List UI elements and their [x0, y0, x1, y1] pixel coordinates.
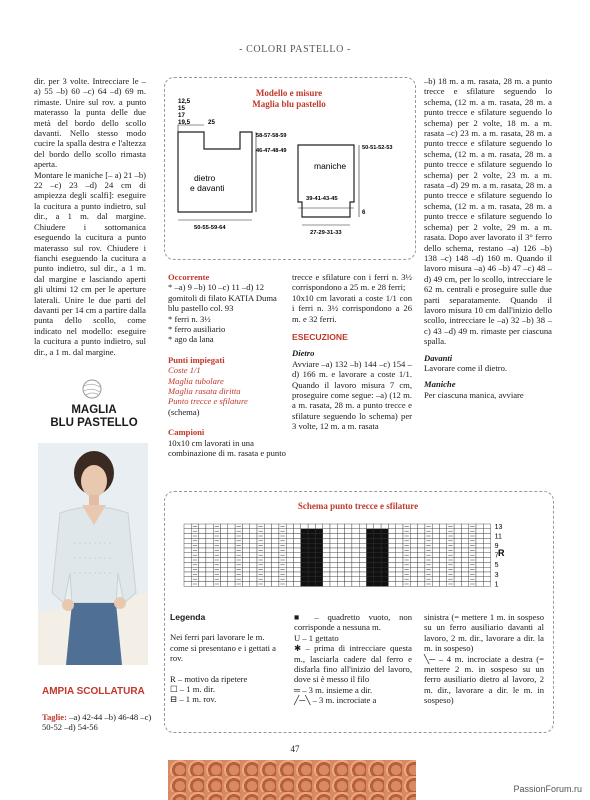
legend-intro: Nei ferri pari lavorare le m. come si presentano e i gettati a rov.: [170, 632, 276, 664]
yarn-ball-icon: [80, 378, 104, 400]
legend-item-purl: ⊟ – 1 m. rov.: [170, 694, 217, 705]
materials-column: [168, 272, 286, 459]
occorrente-item-3: * ferro ausiliario: [168, 324, 226, 335]
sleeve-measure-bottom: 27-29-31-33: [310, 230, 342, 236]
legend-item-repeat: R – motivo da ripetere: [170, 673, 248, 684]
knit-texture-strip: [168, 760, 416, 800]
caption-block: [42, 686, 152, 733]
watermark: PassionForum.ru: [513, 784, 582, 794]
stitch-chart-grid: [184, 524, 491, 586]
label-sleeve: maniche: [314, 161, 347, 171]
row-number: 11: [494, 533, 502, 541]
row-number: 3: [494, 571, 499, 579]
stitch-4: Punto trecce e sfilature: [168, 396, 248, 407]
measure-left-3: 17: [178, 112, 185, 119]
row-number: 1: [494, 581, 499, 589]
esecuzione-heading: ESECUZIONE: [292, 332, 348, 343]
measure-bottom: 50-55-59-64: [194, 225, 226, 231]
measure-left-2: 15: [178, 105, 185, 112]
stitch-3: Maglia rasata diritta: [168, 386, 241, 397]
diagram-title-line-1: Modello e misure: [255, 88, 323, 98]
diagram-title-line-2: Maglia blu pastello: [252, 99, 326, 109]
campioni-text: 10x10 cm lavorati in una combinazione di m. rasata e punto: [168, 437, 286, 459]
legend-column-3: [424, 612, 544, 706]
legend-title: Legenda: [170, 612, 206, 622]
measure-left-4: 19,5: [178, 119, 191, 126]
legend-column-1: [170, 612, 280, 705]
sleeve-measure-inner: 39-41-43-45: [306, 196, 338, 202]
legend-item-knit: ☐ – 1 m. dir.: [170, 684, 215, 695]
stitch-5: (schema): [168, 406, 200, 417]
occorrente-item-1: * –a) 9 –b) 10 –c) 11 –d) 12 gomitoli di filato KATIA Duma blu pastello col. 93: [168, 282, 277, 314]
stitch-2: Maglia tubolare: [168, 375, 224, 386]
sizes-text: –a) 42-44 –b) 46-48 –c) 50-52 –d) 54-56: [42, 712, 152, 733]
occorrente-item-2: * ferri n. 3½: [168, 313, 211, 324]
campioni-heading: Campioni: [168, 427, 205, 438]
label-front: e davanti: [190, 183, 225, 193]
legend-column-2: [294, 612, 412, 706]
column-4: [424, 76, 552, 400]
left-paragraph-1: dir. per 3 volte. Intrecciare le –a) 55 –b) 60 –c) 64 –d) 69 m. rimaste. Unire sul rov. a punto materasso la punta delle due metà del bordo dello scollo davanti. Nello stesso modo cucire la spalla destra e l'altezza del bordo dello scollo rimasta aperta.: [34, 76, 146, 170]
maniche-heading: Maniche: [424, 379, 456, 390]
sizes-label: Taglie:: [42, 712, 67, 722]
measurements-diagram: [164, 77, 414, 258]
sizes-info: [42, 712, 152, 733]
left-column: [34, 76, 146, 357]
column-3: [292, 272, 412, 432]
schema-title: Schema punto trecce e sfilature: [297, 501, 419, 511]
row-number: 5: [494, 562, 499, 570]
measure-left-1: 12,5: [178, 98, 191, 105]
occorrente-heading: Occorrente: [168, 272, 210, 282]
running-header: - COLORI PASTELLO -: [239, 44, 351, 55]
dietro-heading: Dietro: [292, 348, 315, 359]
davanti-heading: Davanti: [424, 352, 453, 363]
label-back: dietro: [194, 173, 216, 183]
row-number: 7: [494, 552, 499, 560]
occorrente-item-4: * ago da lana: [168, 334, 214, 345]
article-title-line-2: BLU PASTELLO: [50, 417, 138, 429]
row-number: 13: [494, 523, 503, 531]
punti-heading: Punti impiegati: [168, 354, 225, 365]
legend-item-cross-left: ╱─╲ – 3 m. incrociate a: [294, 695, 377, 706]
measure-top: 25: [208, 119, 215, 126]
caption-title: AMPIA SCOLLATURA: [42, 686, 145, 697]
legend-item-yarnover: U – 1 gettato: [294, 632, 339, 643]
stitch-chart: [180, 520, 520, 592]
sleeve-measure-right: 50-51-52-53: [362, 145, 393, 151]
measure-right-1: 58-57-58-59: [256, 133, 287, 139]
left-paragraph-2: Montare le maniche [– a) 21 –b) 22 –c) 23 –d) 24 cm di ampiezza degli scalfi]: eseguire la cucitura a punto indietro, sul dir., a 1 m. dal margine. Chiudere i sottomanica eseguendo la cucitura a punto materasso sul rov. Chiudere i fianchi eseguendo la cucitura a punto indietro, sul dir., a 1 m. dal margine e lasciando aperti gli ultimi 12 cm per le aperture laterali. Unire le due parti del davanti per 14 cm a partire dalla punta dello scollo, come indicato nel modello: eseguire la cucitura a punto indietro, sul dir., a 1 m. dal margine.: [34, 169, 146, 357]
legend-item-empty: ■ – quadretto vuoto, non corrisponde a nessuna m.: [294, 612, 412, 633]
row-number: 9: [494, 543, 499, 550]
article-title: [34, 404, 154, 430]
sleeve-measure-six: 6: [362, 210, 366, 216]
legend-item-cross-left-desc: sinistra (= mettere 1 m. in sospeso su un ferro ausiliario davanti al lavoro, 2 m. dir., lavorare a dir. la m. in sospeso): [424, 612, 544, 654]
legend-item-k3tog: ═ – 3 m. insieme a dir.: [294, 684, 373, 695]
stitch-1: Coste 1/1: [168, 365, 201, 376]
col3-text-3: Avviare –a) 132 –b) 144 –c) 154 –d) 166 m. e lavorare a coste 1/1. Quando il lavoro misura 7 cm, proseguire come segue: –a) (12 m. a m. rasata, 28 m. a punto trecce e sfilature seguendo lo schema) per 3 volte, 12 m. a m. rasata: [292, 358, 412, 432]
legend-item-drop: ✱ – prima di intrecciare questa m., lasciarla cadere dal ferro e disfarla fino all'inizio del lavoro, dove si è messo il filo: [294, 643, 412, 685]
col4-text-1: –b) 18 m. a m. rasata, 28 m. a punto trecce e sfilature seguendo lo schema, (12 m. a m. rasata, 28 m. a punto trecce e sfilature seguendo lo schema) per 2 volte, 18 m. a m. rasata –c) 23 m. a m. rasata, 28 m. a punto trecce e sfilature seguendo lo schema, (12 m. a m. rasata, 28 m. a punto trecce e sfilature seguendo lo schema) per 2 volte, 23 m. a m. rasata –d) 29 m. a m. rasata, 28 m. a punto trecce e sfilature seguendo lo schema, (12 m. a m. rasata, 28 m. a punto trecce e sfilature seguendo lo schema) per 2 volte, 29 m. a m. rasata. Dopo aver lavorato il 3° ferro dello schema, restano –a) 126 –b) 138 –c) 148 –d) 160 m. Quando il lavoro misura –a) 46 –b) 47 –c) 48 –d) 49 cm, per lo scollo, intrecciare le 62 m. centrali e proseguire sulle due parti separatamente. Quando il lavoro misura 10 cm dall'inizio dello scollo, intrecciare le –a) 32 –b) 38 –c) 43 –d) 49 m. rimaste per ciascuna spalla.: [424, 76, 552, 347]
measure-right-2: 46-47-48-49: [256, 148, 287, 154]
article-title-line-1: MAGLIA: [71, 404, 117, 416]
repeat-label: R: [498, 548, 505, 558]
legend-item-cross-right: ╲─ – 4 m. incrociate a destra (= mettere 2 m. in sospeso su un ferro ausiliario dietro al lavoro, 2 m. dir., lavorare a dir. le m. in sospeso): [424, 653, 544, 706]
col4-text-2: Lavorare come il dietro.: [424, 362, 508, 373]
col3-text-2: 10x10 cm lavorati a coste 1/1 con i ferri n. 3½ corrispondono a 26 m. e 32 ferri.: [292, 292, 412, 324]
page-number: 47: [290, 744, 300, 754]
col3-text-1: trecce e sfilature con i ferri n. 3½ corrispondono a 25 m. e 28 ferri;: [292, 272, 412, 293]
col4-text-3: Per ciascuna manica, avviare: [424, 389, 524, 400]
model-photo: [38, 443, 148, 665]
